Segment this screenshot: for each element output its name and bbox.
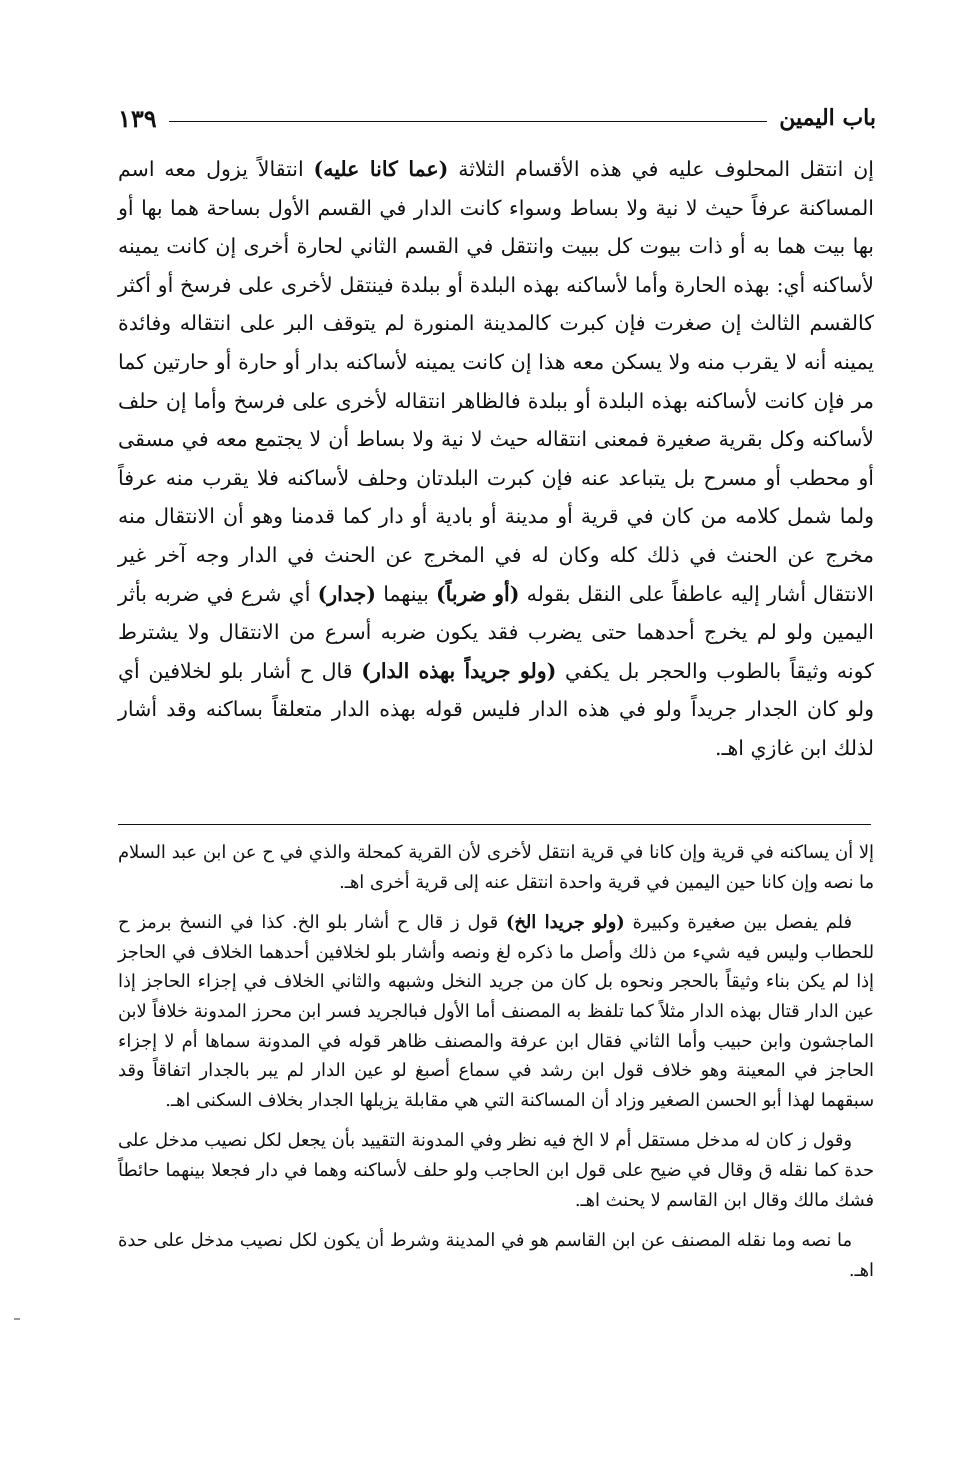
footnote-1: إلا أن يساكنه في قرية وإن كانا في قرية انتقل لأخرى لأن القرية كمحلة والذي في ح عن ابن عبد السلام ما نصه وإن كانا حين اليمين في قرية واحدة انتقل عنه إلى قرية أخرى اهـ.	[118, 842, 874, 893]
bold-quote: (ولو جريداً بهذه الدار)	[361, 658, 557, 683]
bold-quote: (عما كانا عليه)	[313, 157, 449, 181]
header-rule	[169, 121, 768, 122]
margin-mark	[14, 1318, 20, 1320]
bold-quote: (جدار)	[317, 581, 377, 606]
bold-quote: (ولو جريدا الخ)	[505, 912, 625, 934]
footnote-3: وقول ز كان له مدخل مستقل أم لا الخ فيه نظر وفي المدونة التقييد بأن يجعل لكل نصيب مدخل على حدة كما نقله ق وقال في ضيح على قول ابن الحاجب ولو حلف لأساكنه وهما في دار فجعلا بينهما حائطاً فشك مالك وقال ابن القاسم لا يحنث اهـ.	[118, 1130, 874, 1211]
main-text-run: إن انتقل المحلوف عليه في هذه الأقسام الثلاثة	[458, 157, 874, 181]
main-text-run: أي شرع في ضربه بأثر اليمين ولو لم يخرج أحدهما حتى يضرب فقد يكون ضربه أسرع من الانتقال ولا يشترط كونه وثيقاً بالطوب والحجر بل يكفي	[118, 581, 874, 683]
running-title: باب اليمين	[779, 105, 876, 131]
footnote-text-run: قول ز قال ح أشار بلو الخ. كذا في النسخ برمز ح للحطاب وليس فيه شيء من ذلك وأصل ما ذكره لغ ونصه وأشار بلو لخلافين أحدهما الخلاف في الحاجز إذا لم يكن بناء وثيقاً بالحجر ونحوه بل كان من جريد النخل وشبهه والثاني الخلاف في إجزاء الحاجز إذا عين الدار قتال بهذه الدار مثلاً كما تلفظ به المصنف أما الأول فبالجريد فسر ابن محرز المدونة خلافاً لابن الماجشون وابن حبيب وأما الثاني فقال ابن عرفة والمصنف ظاهر قوله في المدونة سماها أم لا إجزاء الحاجز في المعينة وهو خلاف قول ابن رشد في سماع أصبغ لو عين الدار لم يبر بالجدار اتفاقاً وقد سبقهما لهذا أبو الحسن الصغير وزاد أن المساكنة التي هي مقابلة يزيلها الجدار بخلاف السكنى اهـ.	[118, 912, 874, 1111]
footnote-2	[118, 908, 874, 1115]
bold-quote: (أو ضرباً)	[435, 581, 520, 606]
footnote-4: ما نصه وما نقله المصنف عن ابن القاسم هو في المدينة وشرط أن يكون لكل نصيب مدخل على حدة اهـ.	[118, 1230, 874, 1281]
footnote-text-run: فلم يفصل بين صغيرة وكبيرة	[632, 912, 853, 934]
page-header	[118, 98, 876, 138]
main-paragraph	[118, 150, 874, 768]
main-text	[118, 150, 874, 768]
main-text-run: بينهما	[383, 581, 429, 606]
main-text-run: انتقالاً يزول معه اسم المساكنة عرفاً حيث لا نية ولا بساط وسواء كانت الدار في القسم الأول بساحة هما بها أو بها بيت هما به أو ذات بيوت كل ببيت وانتقل في القسم الثاني لحارة أخرى إن كانت يمينه لأساكنه أي: بهذه الحارة وأما لأساكنه بهذه البلدة أو ببلدة فينتقل لأخرى على فرسخ أو أكثر كالقسم الثالث إن صغرت فإن كبرت كالمدينة المنورة لم يتوقف البر على انتقاله وفائدة يمينه أنه لا يقرب منه ولا يسكن معه هذا إن كانت يمينه لأساكنه بدار أو حارة أو حارتين كما مر فإن كانت لأساكنه بهذه البلدة أو ببلدة فالظاهر انتقاله لأخرى على فرسخ وأما إن حلف لأساكنه وكل بقرية صغيرة فمعنى انتقاله حيث لا نية ولا بساط أن لا يجتمع معه في مسقى أو محطب أو مسرح بل يتباعد عنه فإن كبرت البلدتان وحلف لأساكنه فلا يقرب منه عرفاً ولما شمل كلامه من كان في قرية أو مدينة أو بادية أو دار كما قدمنا وهو أن الانتقال منه مخرج عن الحنث في ذلك كله وكان له في المخرج عن الحنث في الدار وجه آخر غير الانتقال أشار إليه عاطفاً على النقل بقوله	[118, 157, 874, 606]
footnotes	[118, 838, 874, 1296]
page-number: ١٣٩	[118, 103, 157, 133]
footnote-rule	[118, 824, 871, 825]
main-text-run: قال ح أشار بلو لخلافين أي ولو كان الجدار جريداً ولو في هذه الدار فليس قوله بهذه الدار متعلقاً بساكنه وقد أشار لذلك ابن غازي اهـ.	[118, 658, 874, 760]
